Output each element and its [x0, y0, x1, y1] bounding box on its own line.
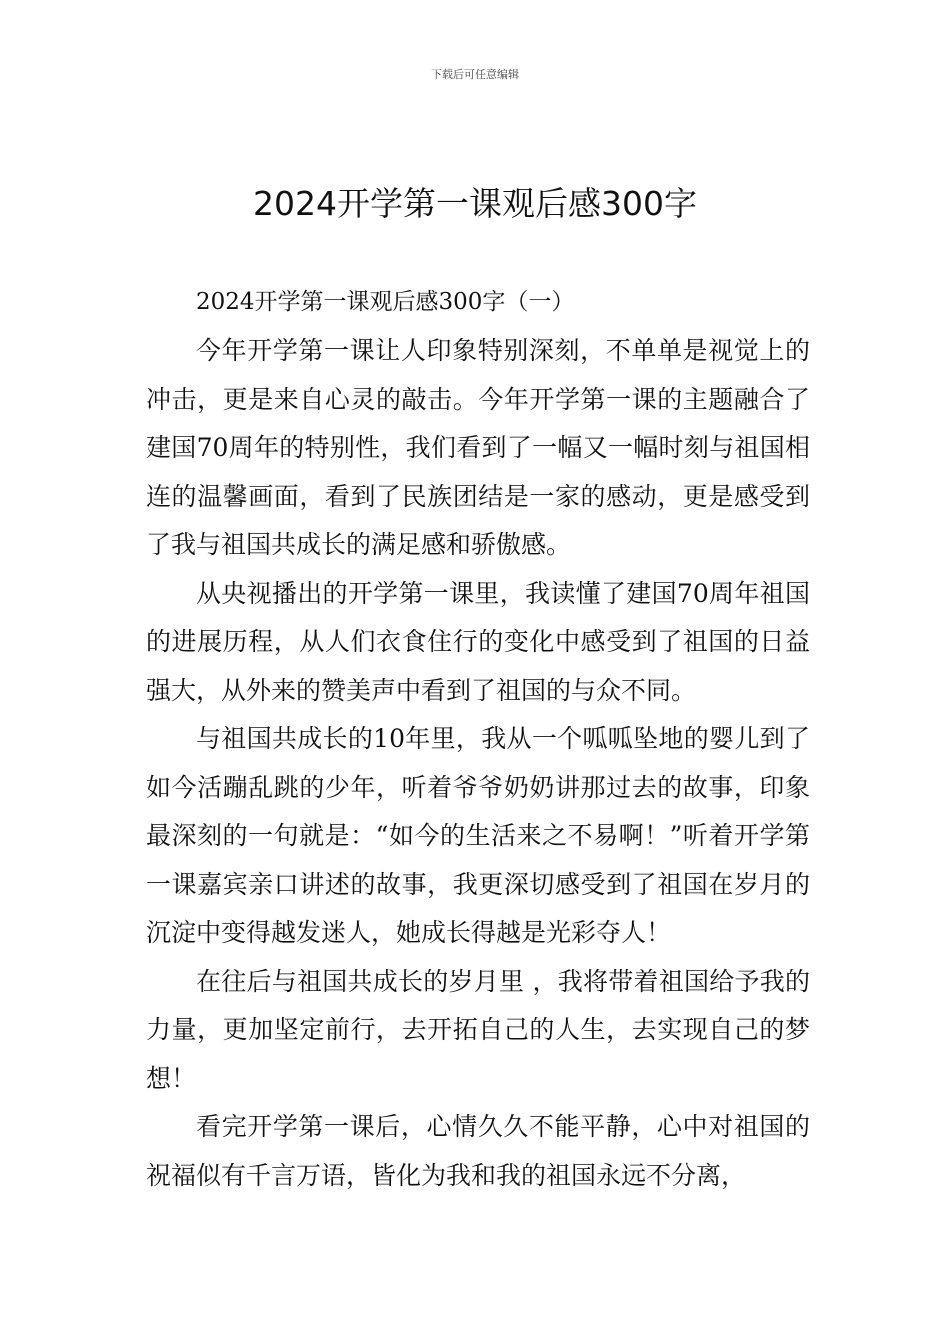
- paragraph-1: 今年开学第一课让人印象特别深刻，不单单是视觉上的冲击，更是来自心灵的敲击。今年开学第一课的主题融合了建国70周年的特别性，我们看到了一幅又一幅时刻与祖国相连的温馨画面，看到了民族团结是一家的感动，更是感受到了我与祖国共成长的满足感和骄傲感。: [146, 336, 810, 559]
- paragraph-4: 在往后与祖国共成长的岁月里 ，我将带着祖国给予我的力量，更加坚定前行，去开拓自己的人生，去实现自己的梦想！: [146, 966, 810, 1093]
- header-note: 下载后可任意编辑: [431, 68, 519, 81]
- document-title: 2024开学第一课观后感300字: [253, 184, 697, 223]
- paragraph-2: 从央视播出的开学第一课里，我读懂了建国70周年祖国的进展历程，从人们衣食住行的变化中感受到了祖国的日益强大，从外来的赞美声中看到了祖国的与众不同。: [146, 578, 810, 705]
- body-text: [146, 327, 810, 1200]
- section-title: 2024开学第一课观后感300字（一）: [196, 289, 575, 315]
- paragraph-5: 看完开学第一课后，心情久久不能平静，心中对祖国的祝福似有千言万语，皆化为我和我的祖国永远不分离，: [146, 1112, 810, 1190]
- paragraph-3: 与祖国共成长的10年里，我从一个呱呱坠地的婴儿到了如今活蹦乱跳的少年，听着爷爷奶奶讲那过去的故事，印象最深刻的一句就是：“如今的生活来之不易啊！”听着开学第一课嘉宾亲口讲述的故事，我更深切感受到了祖国在岁月的沉淀中变得越发迷人，她成长得越是光彩夺人！: [146, 724, 810, 947]
